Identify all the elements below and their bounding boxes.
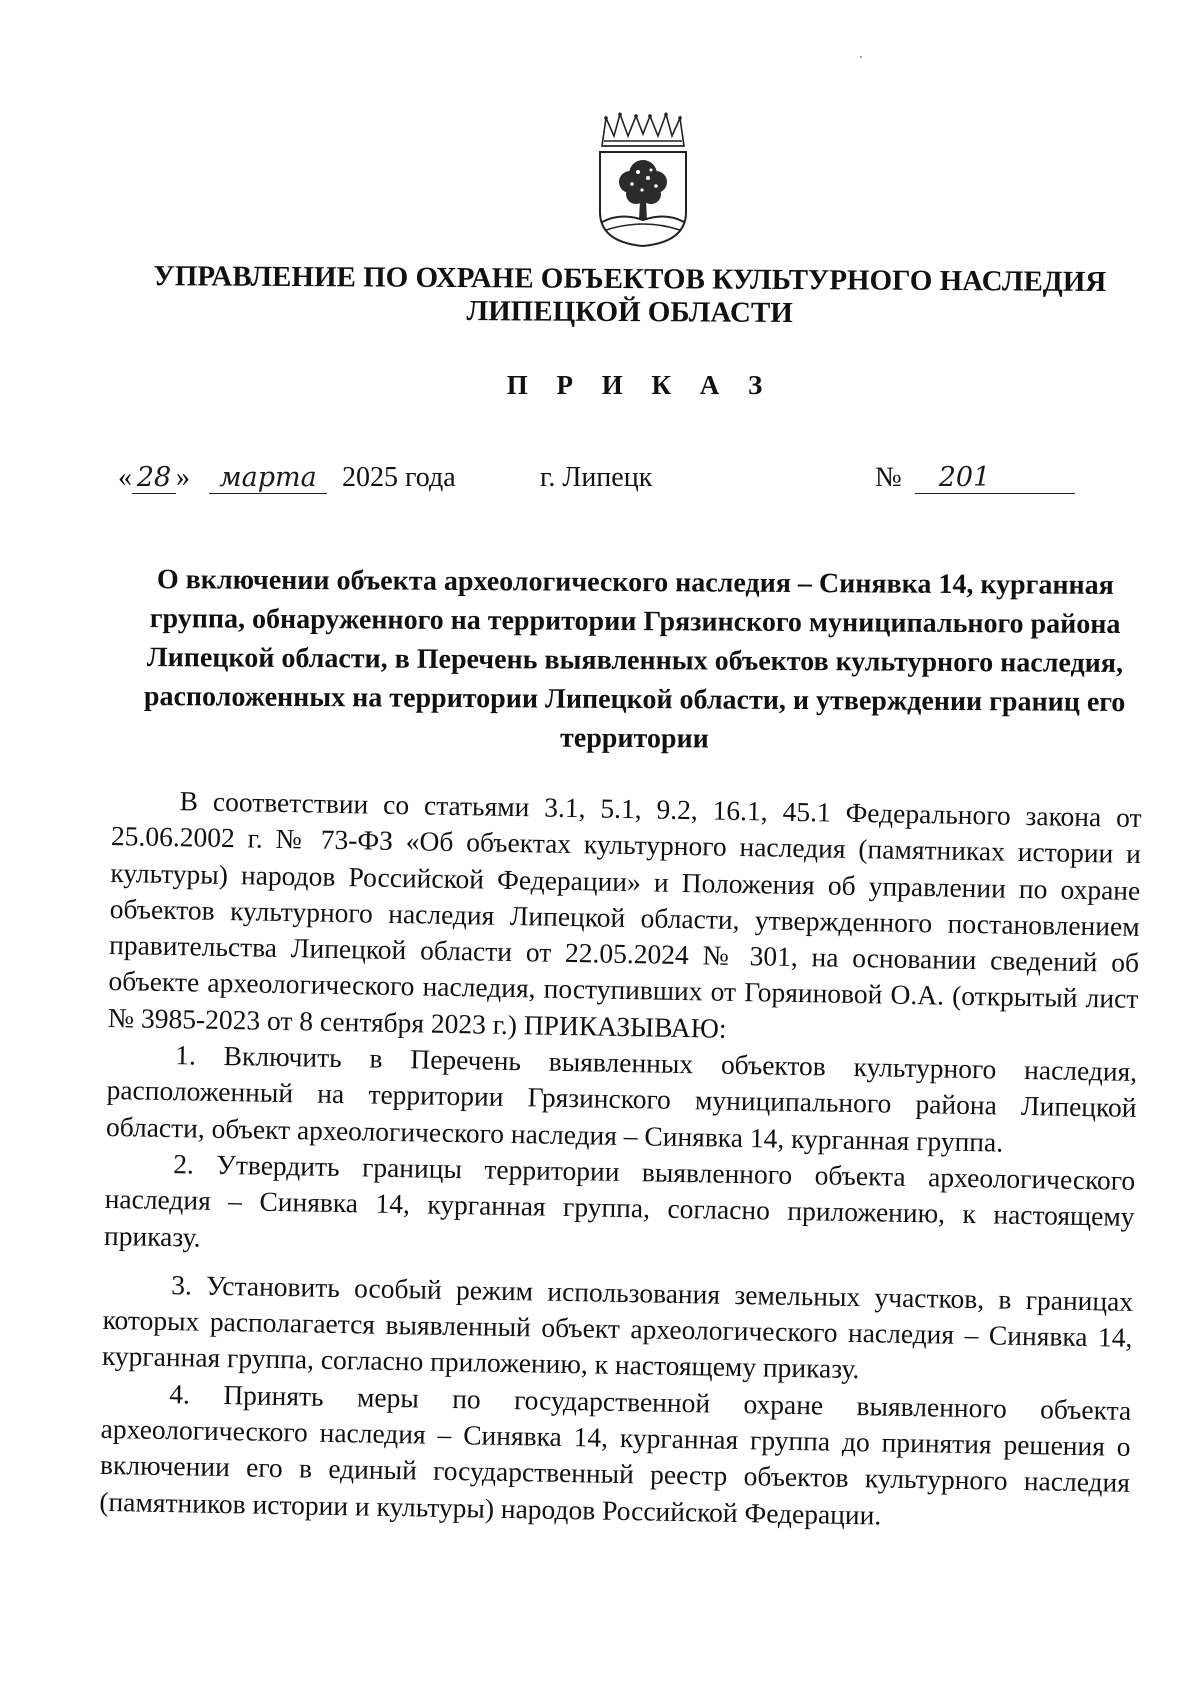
order-body bbox=[99, 782, 1142, 1538]
quote-open: « bbox=[118, 462, 132, 493]
city: г. Липецк bbox=[540, 462, 653, 493]
title-line-5: территории bbox=[559, 722, 709, 755]
title-line-4: расположенных на территории Липецкой области, и утверждении границ его bbox=[143, 681, 1126, 719]
title-line-1: О включении объекта археологического наследия – Синявка 14, курганная bbox=[156, 564, 1114, 601]
order-title bbox=[137, 560, 1133, 761]
quote-close: » bbox=[176, 462, 190, 493]
title-line-2: группа, обнаруженного на территории Грязинского муниципального района bbox=[149, 603, 1121, 641]
date-month: марта bbox=[209, 463, 327, 494]
document-number bbox=[875, 462, 1075, 494]
date-field bbox=[118, 462, 456, 494]
clause-1: 1. Включить в Перечень выявленных объектов культурного наследия, расположенный на территории Грязинского муниципального района Липецкой области, объект археологического наследия – Синявка 14, курганная группа. bbox=[105, 1039, 1138, 1158]
clause-4: 4. Принять меры по государственной охране выявленного объекта археологического наследия – Синявка 14, курганная группа до принятия решения о включении его в единый государственный реестр объектов культурного наследия (памятников истории и культуры) народов Российской Федерации. bbox=[99, 1377, 1132, 1531]
number-label: № bbox=[875, 462, 902, 493]
date-day: 28 bbox=[132, 463, 176, 494]
organization-line-2: ЛИПЕЦКОЙ ОБЛАСТИ bbox=[466, 295, 793, 330]
clause-2: 2. Утвердить границы территории выявленного объекта археологического наследия – Синявка 14, курганная группа, согласно приложению, к настоящему приказу. bbox=[103, 1148, 1136, 1253]
date-year: 2025 года bbox=[342, 462, 456, 493]
document-type-heading: П Р И К А З bbox=[506, 370, 774, 400]
clause-3: 3. Установить особый режим использования земельных участков, в границах которых располагается выявленный объект археологического наследия – Синявка 14, курганная группа, согласно приложению, к настоящему приказу. bbox=[101, 1268, 1134, 1385]
organization-name bbox=[130, 260, 1130, 332]
coat-of-arms-icon bbox=[596, 112, 690, 248]
title-line-3: Липецкой области, в Перечень выявленных объектов культурного наследия, bbox=[146, 642, 1124, 680]
speck bbox=[860, 56, 862, 58]
preamble-paragraph: В соответствии со статьями 3.1, 5.1, 9.2, 16.1, 45.1 Федерального закона от 25.06.2002 г. № 73-ФЗ «Об объектах культурного наследия (памятниках истории и культуры) народов Российской Федерации» и Положения об управлении по охране объектов культурного наследия Липецкой области, утвержденного постановлением правительства Липецкой области от 22.05.2024 № 301, на основании сведений об объекте археологического наследия, поступивших от Горяиновой О.А. (открытый лист № 3985-2023 от 8 сентября 2023 г.) ПРИКАЗЫВАЮ: bbox=[107, 785, 1142, 1044]
number-value: 201 bbox=[915, 463, 1075, 494]
organization-line-1: УПРАВЛЕНИЕ ПО ОХРАНЕ ОБЪЕКТОВ КУЛЬТУРНОГО НАСЛЕДИЯ bbox=[153, 260, 1107, 298]
